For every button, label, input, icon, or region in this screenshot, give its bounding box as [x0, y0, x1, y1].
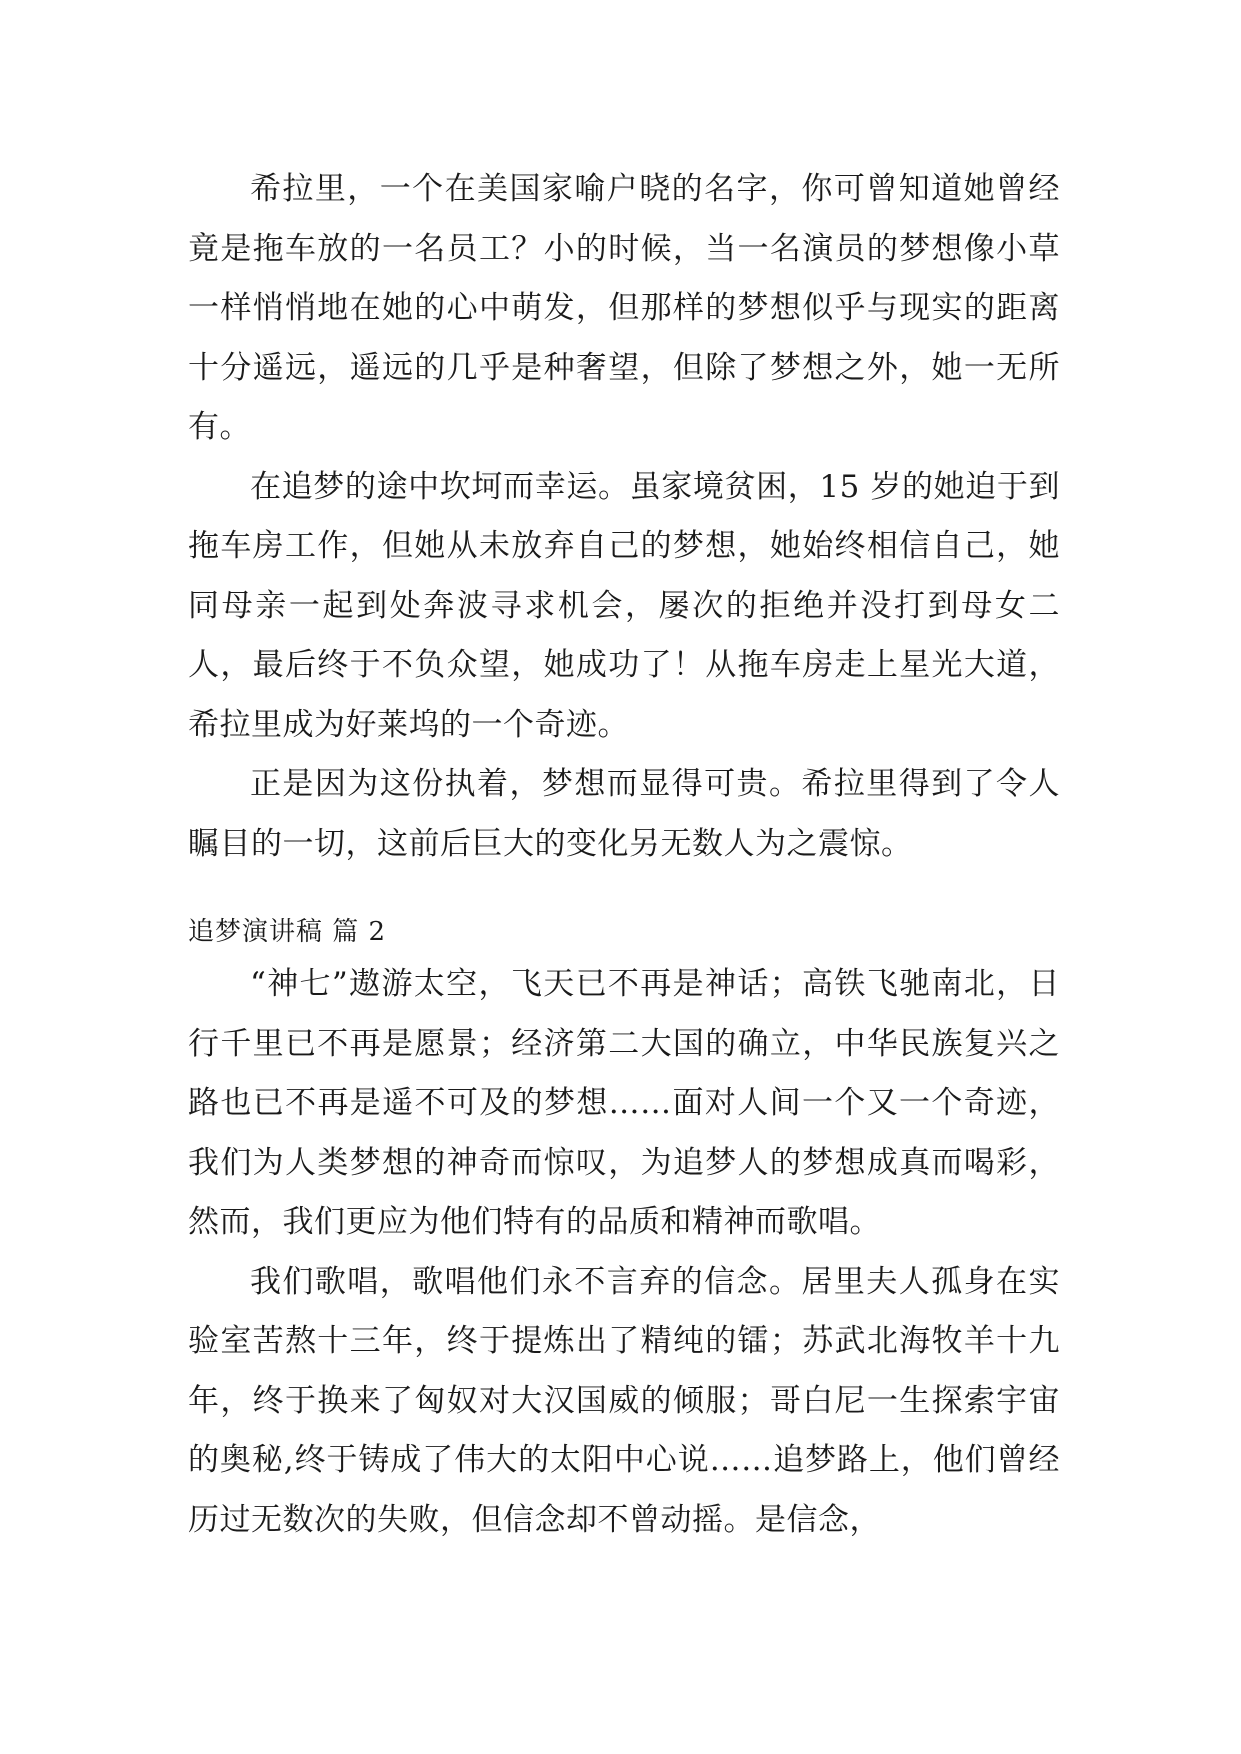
- paragraph-pursuit-journey: 在追梦的途中坎坷而幸运。虽家境贫困，15 岁的她迫于到拖车房工作，但她从未放弃自己的梦想，她始终相信自己，她同母亲一起到处奔波寻求机会，屡次的拒绝并没打到母女二人，最后终于不负众望，她成功了！从拖车房走上星光大道，希拉里成为好莱坞的一个奇迹。: [188, 468, 1060, 743]
- paragraph-hillary-intro: 希拉里，一个在美国家喻户晓的名字，你可曾知道她曾经竟是拖车放的一名员工？小的时候，当一名演员的梦想像小草一样悄悄地在她的心中萌发，但那样的梦想似乎与现实的距离十分遥远，遥远的几乎是种奢望，但除了梦想之外，她一无所有。: [188, 171, 1060, 445]
- section-2-title: 追梦演讲稿 篇 2: [188, 917, 387, 947]
- paragraph-miracles: “神七”遨游太空，飞天已不再是神话；高铁飞驰南北，日行千里已不再是愿景；经济第二大国的确立，中华民族复兴之路也已不再是遥不可及的梦想……面对人间一个又一个奇迹，我们为人类梦想的神奇而惊叹，为追梦人的梦想成真而喝彩，然而，我们更应为他们特有的品质和精神而歌唱。: [188, 966, 1060, 1240]
- section-2-body: [188, 955, 1060, 1550]
- paragraph-persistence: 正是因为这份执着，梦想而显得可贵。希拉里得到了令人瞩目的一切，这前后巨大的变化另无数人为之震惊。: [188, 766, 1060, 862]
- section-1-body: [188, 160, 1060, 874]
- paragraph-belief: 我们歌唱，歌唱他们永不言弃的信念。居里夫人孤身在实验室苦熬十三年，终于提炼出了精纯的镭；苏武北海牧羊十九年，终于换来了匈奴对大汉国威的倾服；哥白尼一生探索宇宙的奥秘,终于铸成了伟大的太阳中心说……追梦路上，他们曾经历过无数次的失败，但信念却不曾动摇。是信念，: [188, 1263, 1060, 1538]
